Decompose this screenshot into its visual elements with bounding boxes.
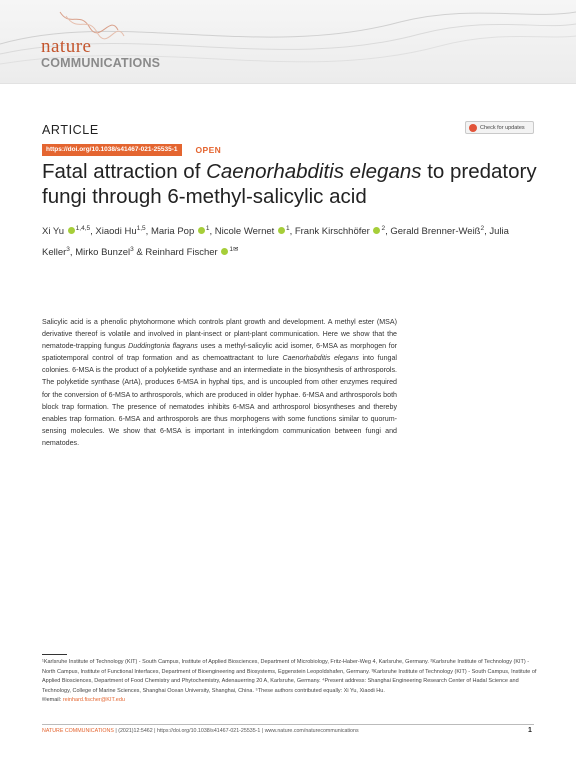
author-separator: , — [90, 226, 96, 238]
abstract-species-1: Duddingtonia flagrans — [128, 342, 198, 351]
orcid-icon[interactable] — [68, 227, 75, 234]
nature-communications-logo[interactable] — [41, 38, 160, 70]
page-number: 1 — [528, 727, 532, 734]
author-item — [390, 226, 489, 237]
affiliations-footnotes — [42, 658, 537, 706]
author-item — [42, 226, 95, 237]
author-item — [75, 247, 145, 258]
author-separator: & — [133, 247, 146, 259]
email-prefix: ✉email: — [42, 697, 63, 703]
doi-link[interactable]: https://doi.org/10.1038/s41467-021-25535-1 — [42, 144, 182, 156]
author-separator: , — [484, 226, 490, 238]
open-access-label: OPEN — [195, 144, 222, 155]
title-part-2: to predatory fungi through 6-methyl-salicylic acid — [42, 160, 537, 208]
abstract-segment-2: uses a methyl-salicylic acid isomer, 6-MSA as morphogen for spatiotemporal control of trap formation and as chemoattractant to lure — [42, 342, 397, 363]
author-affiliation: 1,5 — [136, 225, 146, 232]
author-list — [42, 220, 542, 262]
check-for-updates-button[interactable] — [465, 121, 534, 134]
author-affiliation: 2 — [480, 225, 485, 232]
author-name[interactable]: Reinhard Fischer — [145, 247, 218, 259]
author-item — [145, 247, 238, 258]
author-name[interactable]: Maria Pop — [150, 226, 195, 238]
affiliations-text: ¹Karlsruhe Institute of Technology (KIT) - South Campus, Institute of Applied Biosciences, Department of Microbiology, Fritz-Haber-Weg 4, Karlsruhe, Germany. ²Karlsruhe Institute of Technology (KIT) - North Campus, Institute of Functional Interfaces, Department of Bioengineering and Biosystems, Eggenstein Leopoldshafen, Germany. ³Karlsruhe Institute of Technology (KIT) - South Campus, Institute of Applied Biosciences, Department of Food Chemistry and Phytochemistry, Adenauerring 20 A, Karlsruhe, Germany. ⁴Present address: Shanghai Engineering Research Center of Hadal Science and Technology, College of Marine Sciences, Shanghai Ocean University, Shanghai, China. ⁵These authors contributed equally: Xi Yu, Xiaodi Hu. — [42, 659, 537, 694]
author-affiliation: 1✉ — [229, 246, 239, 254]
author-name[interactable]: Julia Keller — [42, 226, 509, 259]
author-item — [295, 226, 391, 237]
article-title — [42, 159, 542, 209]
author-separator: , — [385, 226, 391, 238]
author-separator: , — [289, 226, 295, 238]
orcid-icon[interactable] — [198, 227, 205, 234]
author-item — [215, 226, 295, 237]
author-affiliation: 1 — [285, 225, 290, 232]
title-part-1: Fatal attraction of — [42, 160, 207, 183]
author-separator: , — [69, 247, 76, 259]
footnote-divider — [42, 654, 67, 655]
author-affiliation: 1,4,5 — [75, 225, 91, 232]
author-name[interactable]: Xiaodi Hu — [95, 226, 137, 238]
author-name[interactable]: Nicole Wernet — [214, 226, 275, 238]
author-affiliation: 3 — [130, 246, 134, 254]
footer-citation[interactable]: | (2021)12:5462 | https://doi.org/10.1038/s41467-021-25535-1 | www.nature.com/naturecommunications — [113, 728, 359, 734]
doi-row — [42, 143, 221, 156]
orcid-icon[interactable] — [221, 248, 228, 255]
abstract — [42, 316, 397, 449]
author-separator: , — [209, 226, 215, 238]
article-type: ARTICLE — [42, 123, 99, 137]
footer-divider — [42, 724, 534, 725]
logo-nature-text: nature — [41, 36, 92, 57]
author-name[interactable]: Mirko Bunzel — [75, 247, 131, 259]
abstract-segment-1: Salicylic acid is a phenolic phytohormone which controls plant growth and development. A methyl ester (MSA) derivative thereof is volatile and involved in plant-insect or plant-plant communication. Here we show that the nematode-trapping fungus — [42, 318, 397, 351]
orcid-icon[interactable] — [373, 227, 380, 234]
author-name[interactable]: Gerald Brenner-Weiß — [390, 226, 481, 238]
author-item — [95, 226, 151, 237]
abstract-species-2: Caenorhabditis elegans — [282, 354, 359, 363]
author-item — [151, 226, 215, 237]
author-name[interactable]: Xi Yu — [42, 226, 65, 238]
journal-header — [0, 0, 576, 84]
footer-journal-name: NATURE COMMUNICATIONS — [42, 728, 114, 734]
check-updates-label: Check for updates — [480, 124, 525, 131]
author-affiliation: 3 — [66, 246, 70, 254]
abstract-segment-3: into fungal colonies. 6-MSA is the product of a polyketide synthase and an intermediate in the biosynthesis of arthrosporols. The polyketide synthase (ArtA), produces 6-MSA in hyphal tips, and is uncoupled from other enzymes required for the conversion of 6-MSA to arthrosporols, which are produced in older hyphae. 6-MSA and arthrosporols both block trap formation. The presence of nematodes inhibits 6-MSA and arthrosporol biosyntheses and thereby enables trap formation. 6-MSA and arthrosporols are thus morphogens with some functions similar to quorum-sensing molecules. We show that 6-MSA is important in interkingdom communication between fungi and nematodes. — [42, 354, 397, 447]
author-name[interactable]: Frank Kirschhöfer — [294, 226, 370, 238]
logo-communications-text: COMMUNICATIONS — [41, 56, 161, 70]
page-footer — [42, 728, 534, 734]
corresponding-email-link[interactable]: reinhard.fischer@KIT.edu — [62, 697, 125, 703]
author-affiliation: 1 — [205, 225, 210, 232]
title-species-italic: Caenorhabditis elegans — [206, 160, 422, 183]
author-affiliation: 2 — [381, 225, 386, 232]
author-separator: , — [145, 226, 151, 238]
check-updates-icon — [469, 124, 477, 132]
orcid-icon[interactable] — [278, 227, 285, 234]
